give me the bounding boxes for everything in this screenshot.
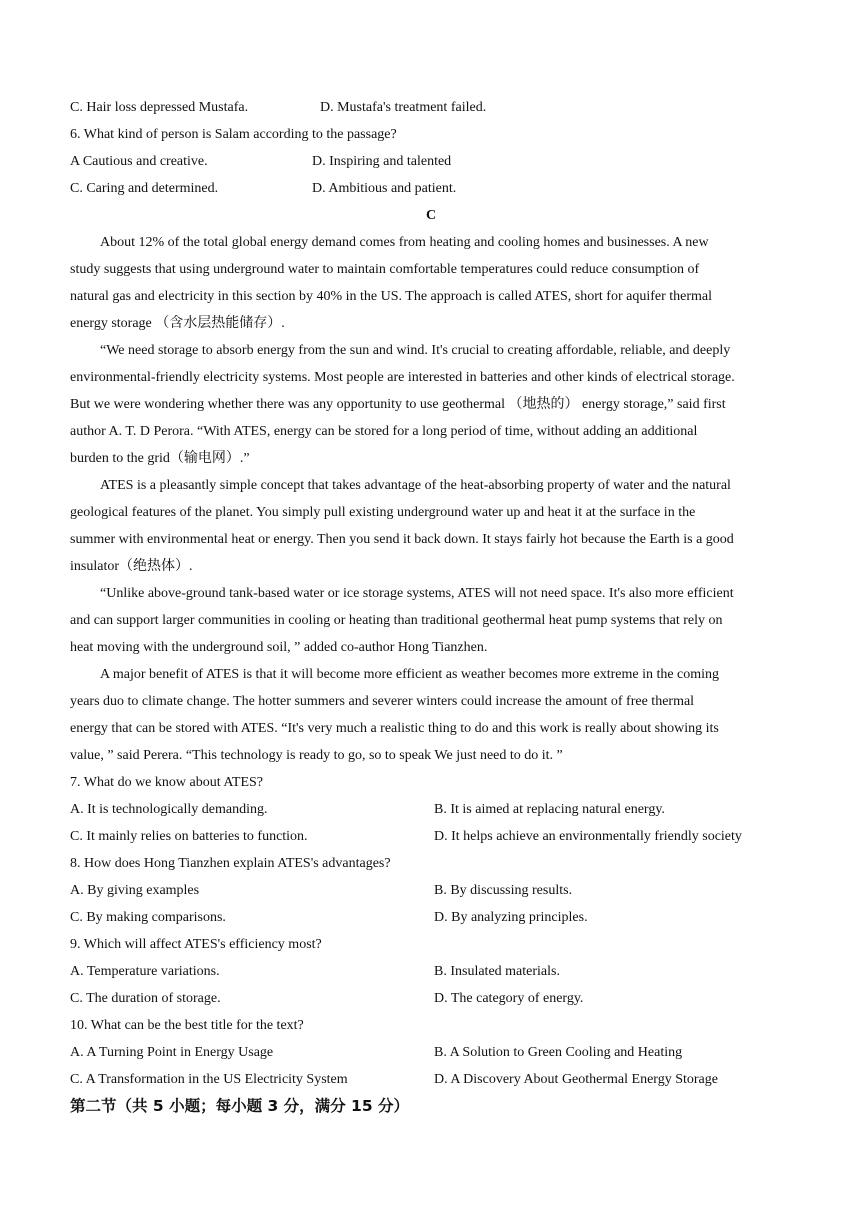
paragraph-line: summer with environmental heat or energy. Then you send it back down. It stays fairly hot because the Earth is a good: [70, 532, 734, 547]
passage-paragraph-1: [70, 229, 792, 337]
q8-options-row-2: [70, 904, 792, 931]
q10-option-a: A. A Turning Point in Energy Usage: [70, 1045, 274, 1060]
paragraph-line: geological features of the planet. You simply pull existing underground water up and heat it at the surface in the: [70, 505, 696, 520]
q7-stem: 7. What do we know about ATES?: [70, 775, 263, 790]
q7-option-a: A. It is technologically demanding.: [70, 802, 268, 817]
q7-options-row-2: [70, 823, 792, 850]
paragraph-line: About 12% of the total global energy demand comes from heating and cooling homes and businesses. A new: [100, 235, 709, 250]
q10-option-d: D. A Discovery About Geothermal Energy Storage: [434, 1072, 718, 1087]
q7-option-b: B. It is aimed at replacing natural energy.: [434, 802, 665, 817]
q8-options-row-1: [70, 877, 792, 904]
paragraph-line: value, ” said Perera. “This technology is ready to go, so to speak We just need to do it. ”: [70, 748, 563, 763]
q9-option-c: C. The duration of storage.: [70, 991, 221, 1006]
q6-options-row-1: [70, 148, 792, 175]
passage-paragraph-4: [70, 580, 792, 661]
paragraph-line: energy that can be stored with ATES. “It's very much a realistic thing to do and this work is really about showing its: [70, 721, 719, 736]
paragraph-line: “We need storage to absorb energy from the sun and wind. It's crucial to creating affordable, reliable, and deeply: [100, 343, 731, 358]
document-page: [70, 94, 792, 1120]
q6-option-d: D. Ambitious and patient.: [312, 181, 457, 196]
q6-stem: 6. What kind of person is Salam according to the passage?: [70, 127, 397, 142]
q8-option-c: C. By making comparisons.: [70, 910, 226, 925]
q6-option-b: D. Inspiring and talented: [312, 154, 452, 169]
q10-option-c: C. A Transformation in the US Electricity System: [70, 1072, 348, 1087]
q7-option-d: D. It helps achieve an environmentally friendly society: [434, 829, 742, 844]
q10-stem: 10. What can be the best title for the text?: [70, 1018, 304, 1033]
paragraph-line: ATES is a pleasantly simple concept that takes advantage of the heat-absorbing property of water and the natural: [100, 478, 731, 493]
q10-options-row-2: [70, 1066, 792, 1093]
passage-paragraph-2: [70, 337, 792, 472]
paragraph-line: But we were wondering whether there was any opportunity to use geothermal （地热的） energy storage,” said first: [70, 397, 726, 412]
q8-option-d: D. By analyzing principles.: [434, 910, 588, 925]
passage-paragraph-3: [70, 472, 792, 580]
q10-option-b: B. A Solution to Green Cooling and Heating: [434, 1045, 683, 1060]
q9-options-row-1: [70, 958, 792, 985]
q6-options-row-2: [70, 175, 792, 202]
q8-option-a: A. By giving examples: [70, 883, 200, 898]
passage-paragraph-5: [70, 661, 792, 769]
paragraph-line: environmental-friendly electricity systems. Most people are interested in batteries and other kinds of electrical storage.: [70, 370, 735, 385]
paragraph-line: insulator（绝热体）.: [70, 559, 193, 574]
q9-option-a: A. Temperature variations.: [70, 964, 220, 979]
q9-stem: 9. Which will affect ATES's efficiency most?: [70, 937, 322, 952]
paragraph-line: and can support larger communities in cooling or heating than traditional geothermal heat pump systems that rely on: [70, 613, 723, 628]
q5-options-row: [70, 94, 792, 121]
q8-stem: 8. How does Hong Tianzhen explain ATES's advantages?: [70, 856, 391, 871]
q6-option-c: C. Caring and determined.: [70, 181, 219, 196]
q9-option-b: B. Insulated materials.: [434, 964, 560, 979]
paragraph-line: study suggests that using underground water to maintain comfortable temperatures could reduce consumption of: [70, 262, 700, 277]
paragraph-line: A major benefit of ATES is that it will become more efficient as weather becomes more extreme in the coming: [100, 667, 720, 682]
q9-options-row-2: [70, 985, 792, 1012]
q5-option-c: C. Hair loss depressed Mustafa.: [70, 100, 249, 115]
paragraph-line: burden to the grid（输电网）.”: [70, 451, 250, 466]
q7-option-c: C. It mainly relies on batteries to function.: [70, 829, 308, 844]
q7-options-row-1: [70, 796, 792, 823]
paragraph-line: natural gas and electricity in this section by 40% in the US. The approach is called ATES, short for aquifer thermal: [70, 289, 713, 304]
q8-option-b: B. By discussing results.: [434, 883, 573, 898]
passage-letter: C: [425, 208, 437, 223]
paragraph-line: energy storage （含水层热能储存）.: [70, 316, 285, 331]
q10-options-row-1: [70, 1039, 792, 1066]
paragraph-line: heat moving with the underground soil, ” added co-author Hong Tianzhen.: [70, 640, 488, 655]
q6-option-a: A Cautious and creative.: [70, 154, 208, 169]
q9-option-d: D. The category of energy.: [434, 991, 584, 1006]
q5-option-d: D. Mustafa's treatment failed.: [320, 100, 487, 115]
section-heading: 第二节（共 5 小题；每小题 3 分，满分 15 分）: [70, 1097, 410, 1115]
paragraph-line: “Unlike above-ground tank-based water or ice storage systems, ATES will not need space. It's also more efficient: [100, 586, 734, 601]
paragraph-line: years duo to climate change. The hotter summers and severer winters could increase the amount of free thermal: [70, 694, 695, 709]
paragraph-line: author A. T. D Perora. “With ATES, energy can be stored for a long period of time, without adding an additional: [70, 424, 698, 439]
